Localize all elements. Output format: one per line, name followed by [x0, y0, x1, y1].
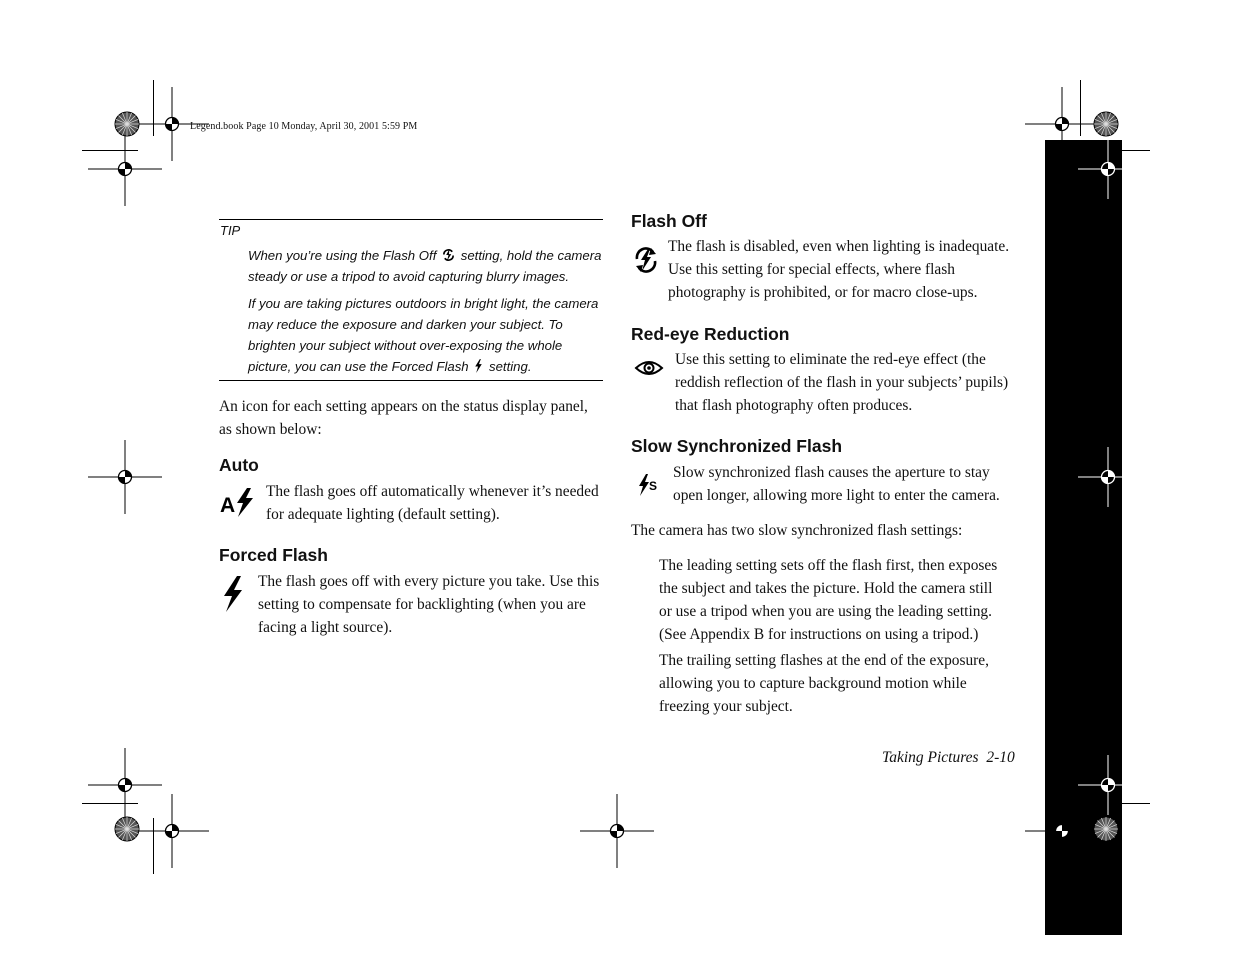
- heading-auto: Auto: [219, 455, 259, 475]
- heading-slow-sync-flash: Slow Synchronized Flash: [631, 436, 843, 456]
- svg-text:S: S: [649, 479, 658, 493]
- tip-top-rule: [219, 219, 603, 220]
- slow-sync-flash-icon: [638, 474, 662, 496]
- auto-description: The flash goes off automatically whenever it’s needed for adequate lighting (default setting).: [266, 483, 599, 523]
- forced-flash-description: The flash goes off with every picture you take. Use this setting to compensate for backlighting (when you are facing a light source).: [258, 573, 600, 636]
- heading-red-eye-reduction: Red-eye Reduction: [631, 324, 790, 344]
- forced-flash-icon: [474, 359, 483, 373]
- slow-sync-description: Slow synchronized flash causes the aperture to stay open longer, allowing more light to enter the camera.: [673, 464, 1000, 504]
- tip-bottom-rule: [219, 380, 603, 381]
- forced-flash-icon: [222, 576, 244, 612]
- svg-text:A: A: [220, 494, 236, 517]
- intro-text: An icon for each setting appears on the status display panel, as shown below:: [219, 398, 588, 438]
- flash-off-icon: [442, 248, 455, 262]
- heading-flash-off: Flash Off: [631, 211, 707, 231]
- print-header: Legend.book Page 10 Monday, April 30, 2001 5:59 PM: [190, 121, 418, 132]
- flash-off-description: The flash is disabled, even when lighting is inadequate. Use this setting for special effects, where flash photography is prohibited, or for macro close-ups.: [668, 238, 1010, 301]
- red-eye-description: Use this setting to eliminate the red-eye effect (the reddish reflection of the flash in your subjects’ pupils) that flash photography often produces.: [675, 351, 1009, 414]
- tip-label: TIP: [220, 223, 241, 238]
- slow-sync-item-leading: The leading setting sets off the flash first, then exposes the subject and takes the picture. Hold the camera still or use a tripod when you are using the leading setting. (See Appendix B for instructions on using a tripod.): [659, 557, 998, 643]
- slow-sync-intro: The camera has two slow synchronized flash settings:: [631, 522, 963, 539]
- flash-off-icon: [634, 246, 658, 274]
- eye-icon: [634, 358, 664, 378]
- heading-forced-flash: Forced Flash: [219, 545, 328, 565]
- page-footer: Taking Pictures 2-10: [882, 749, 1015, 766]
- tip-paragraph-2: If you are taking pictures outdoors in bright light, the camera may reduce the exposure and darken your subject. To brighten your subject without over-exposing the whole picture, you can use the Forced Flash setting.: [248, 296, 599, 374]
- auto-flash-icon: [220, 486, 256, 518]
- tip-paragraph-1: When you’re using the Flash Off setting, hold the camera steady or use a tripod to avoid capturing blurry images.: [248, 248, 602, 284]
- slow-sync-item-trailing: The trailing setting flashes at the end of the exposure, allowing you to capture background motion while freezing your subject.: [659, 652, 989, 715]
